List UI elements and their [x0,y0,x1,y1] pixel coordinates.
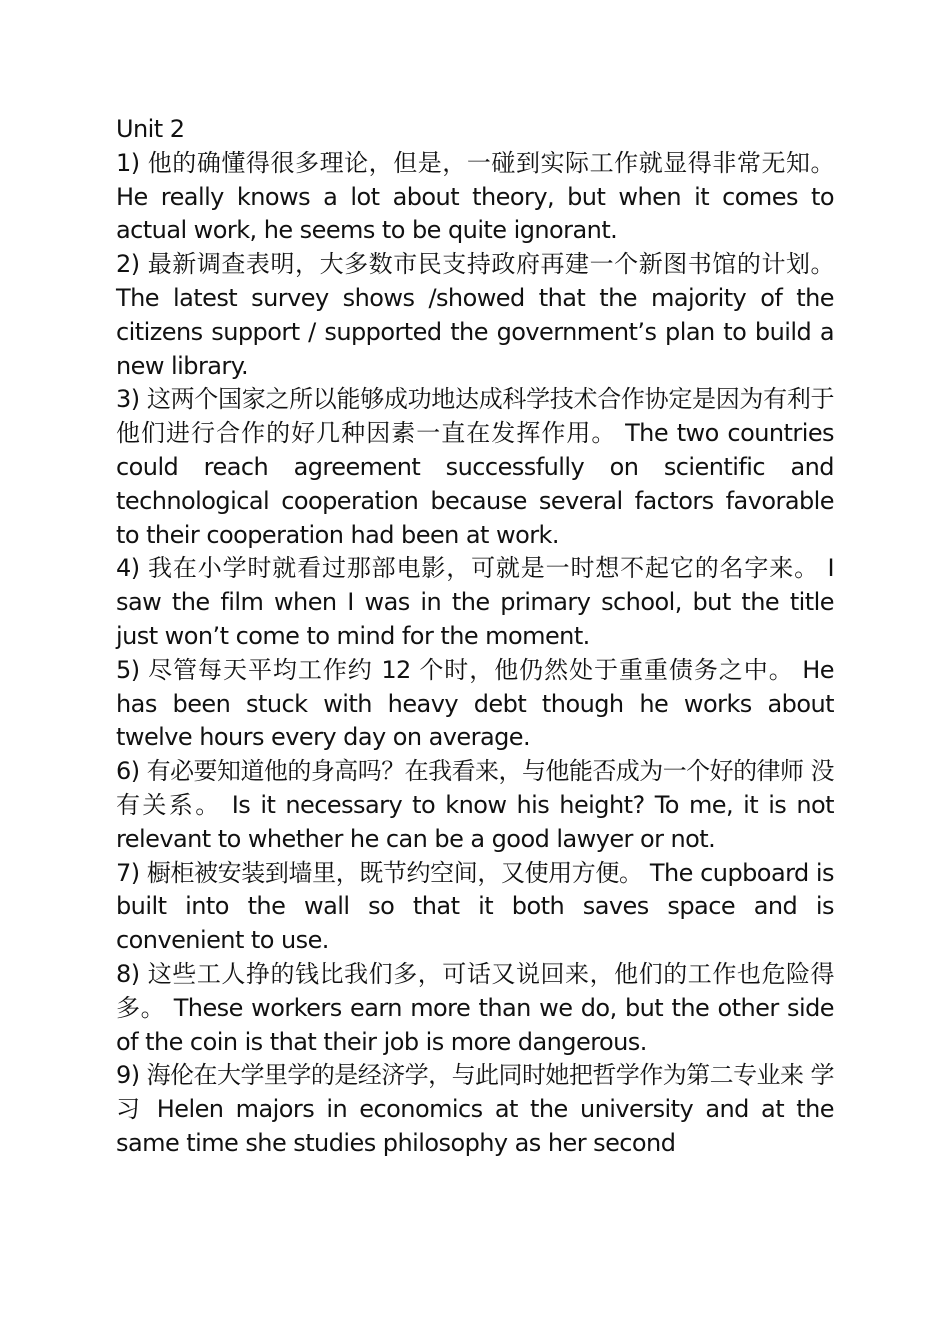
translation-item-2 [116,248,834,383]
english-translation: The latest survey shows /showed that the majority of the citizens support / supported the government’s plan to build a new library. [116,283,834,380]
chinese-sentence: 我在小学时就看过那部电影，可就是一时想不起它的名字来。 [148,554,819,583]
english-translation: He has been stuck with heavy debt though he works about twelve hours every day on average. [116,655,834,752]
item-number: 1) [116,148,140,177]
item-number: 8) [116,959,140,988]
item-number: 6) [116,757,140,786]
english-translation: These workers earn more than we do, but the other side of the coin is that their job is more dangerous. [116,993,834,1056]
chinese-sentence: 橱柜被安装到墙里，既节约空间，又使用方便。 [146,858,643,887]
chinese-sentence: 这些工人挣的钱比我们多，可话又说回来，他们的工作也危险得 多。 [116,959,834,1022]
translation-item-3 [116,383,834,552]
english-translation: I saw the film when I was in the primary school, but the title just won’t come to mind for the moment. [116,554,834,650]
chinese-sentence: 海伦在大学里学的是经济学，与此同时她把哲学作为第二专业来 学习 [116,1061,834,1124]
item-number: 4) [116,554,140,583]
document-page [116,113,834,1161]
translation-item-1 [116,147,834,248]
chinese-sentence: 尽管每天平均工作约 12 个时，他仍然处于重重债务之中。 [148,655,794,684]
english-translation: Is it necessary to know his height? To me, it is not relevant to whether he can be a good lawyer or not. [116,790,834,853]
item-number: 9) [116,1061,140,1090]
item-number: 3) [116,385,140,414]
translation-item-4 [116,552,834,653]
translation-item-6 [116,755,834,856]
translation-item-7 [116,857,834,958]
english-translation: Helen majors in economics at the university and at the same time she studies philosophy as her second [116,1095,834,1157]
translation-item-8 [116,958,834,1059]
unit-title: Unit 2 [116,115,185,143]
item-number: 5) [116,655,140,684]
english-translation: The two countries could reach agreement successfully on scientific and technological cooperation because several factors favorable to their cooperation had been at work. [116,419,834,549]
chinese-sentence: 他的确懂得很多理论，但是，一碰到实际工作就显得非常无知。 [147,148,834,177]
chinese-sentence: 有必要知道他的身高吗？在我看来，与他能否成为一个好的律师 没有关系。 [116,757,834,819]
chinese-sentence: 最新调查表明，大多数市民支持政府再建一个新图书馆的计划。 [147,250,834,279]
english-translation: He really knows a lot about theory, but when it comes to actual work, he seems to be quite ignorant. [116,182,834,245]
translation-item-5 [116,654,834,755]
english-translation: The cupboard is built into the wall so that it both saves space and is convenient to use. [116,858,834,955]
chinese-sentence: 这两个国家之所以能够成功地达成科学技术合作协定是因为有利于他们进行合作的好几种因素一直在发挥作用。 [116,385,834,448]
item-number: 7) [116,858,140,887]
translation-item-9 [116,1059,834,1160]
item-number: 2) [116,250,140,279]
